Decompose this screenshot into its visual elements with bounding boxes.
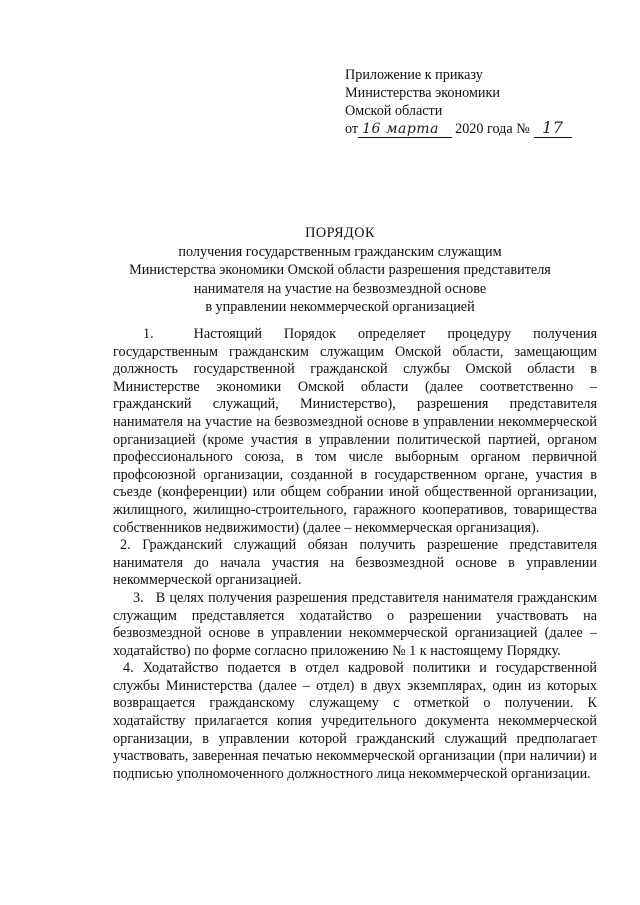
paragraph-2-number: 2. xyxy=(120,537,131,554)
title-line-1: получения государственным гражданским служащим xyxy=(178,243,502,260)
title-main: ПОРЯДОК xyxy=(305,225,375,241)
header-date-row xyxy=(345,120,615,138)
paragraph-1-text: Настоящий Порядок определяет процедуру получения государственным гражданским служащим Омской области, замещающим должность государственной гражданской службы Омской области в Министерстве экономики Омской области (далее соответственно – гражданский служащий, Министерство), разрешения представителя нанимателя на участие на безвозмездной основе в управлении некоммерческой организацией (кроме участия в управлении политической партией, органом профессионального союза, в том числе выборным органом первичной профсоюзной организации, созданной в государственном органе, участия в съезде (конференции) или общем собрании иной общественной организации, жилищного, жилищно-строительного, гаражного кооперативов, товарищества собственников недвижимости) (далее – некоммерческая организация). xyxy=(113,326,597,536)
date-prefix: от xyxy=(345,121,359,137)
paragraph-2-text: Гражданский служащий обязан получить разрешение представителя нанимателя до начала участия на безвозмездной основе в управлении некоммерческой организацией. xyxy=(113,537,597,589)
year-text: 2020 года № xyxy=(455,121,530,137)
handwritten-date: 16 марта xyxy=(358,121,452,138)
paragraph-2 xyxy=(113,537,597,590)
header-line-1: Приложение к приказу xyxy=(345,67,483,83)
header-line-2: Министерства экономики xyxy=(345,85,500,101)
appendix-header xyxy=(345,66,615,138)
paragraph-4-text: Ходатайство подается в отдел кадровой политики и государственной службы Министерства (далее – отдел) в двух экземплярах, один из которых возвращается гражданскому служащему с отметкой о получении. К ходатайству прилагается копия учредительного документа некоммерческой организации, в управлении которой гражданский служащий предполагает участвовать, заверенная печатью некоммерческой организации (при наличии) и подписью уполномоченного должностного лица некоммерческой организации. xyxy=(113,660,598,782)
header-line-3: Омской области xyxy=(345,103,443,119)
document-title xyxy=(60,224,620,317)
paragraph-3 xyxy=(113,590,597,660)
title-line-2: Министерства экономики Омской области разрешения представителя xyxy=(129,262,551,278)
paragraph-4 xyxy=(113,660,597,783)
title-line-3: нанимателя на участие на безвозмездной основе xyxy=(193,280,487,297)
title-line-4: в управлении некоммерческой организацией xyxy=(205,299,475,315)
document-body xyxy=(113,326,597,783)
handwritten-number: 17 xyxy=(534,120,572,138)
paragraph-3-number: 3. xyxy=(133,589,144,606)
paragraph-1-number: 1. xyxy=(143,326,154,342)
paragraph-1 xyxy=(113,326,597,537)
paragraph-4-number: 4. xyxy=(123,660,134,677)
paragraph-3-text: В целях получения разрешения представителя нанимателя гражданским служащим представляется ходатайство о разрешении участвовать на безвозмездной основе в управлении некоммерческой организацией (далее – ходатайство) по форме согласно приложению № 1 к настоящему Порядку. xyxy=(113,589,598,659)
